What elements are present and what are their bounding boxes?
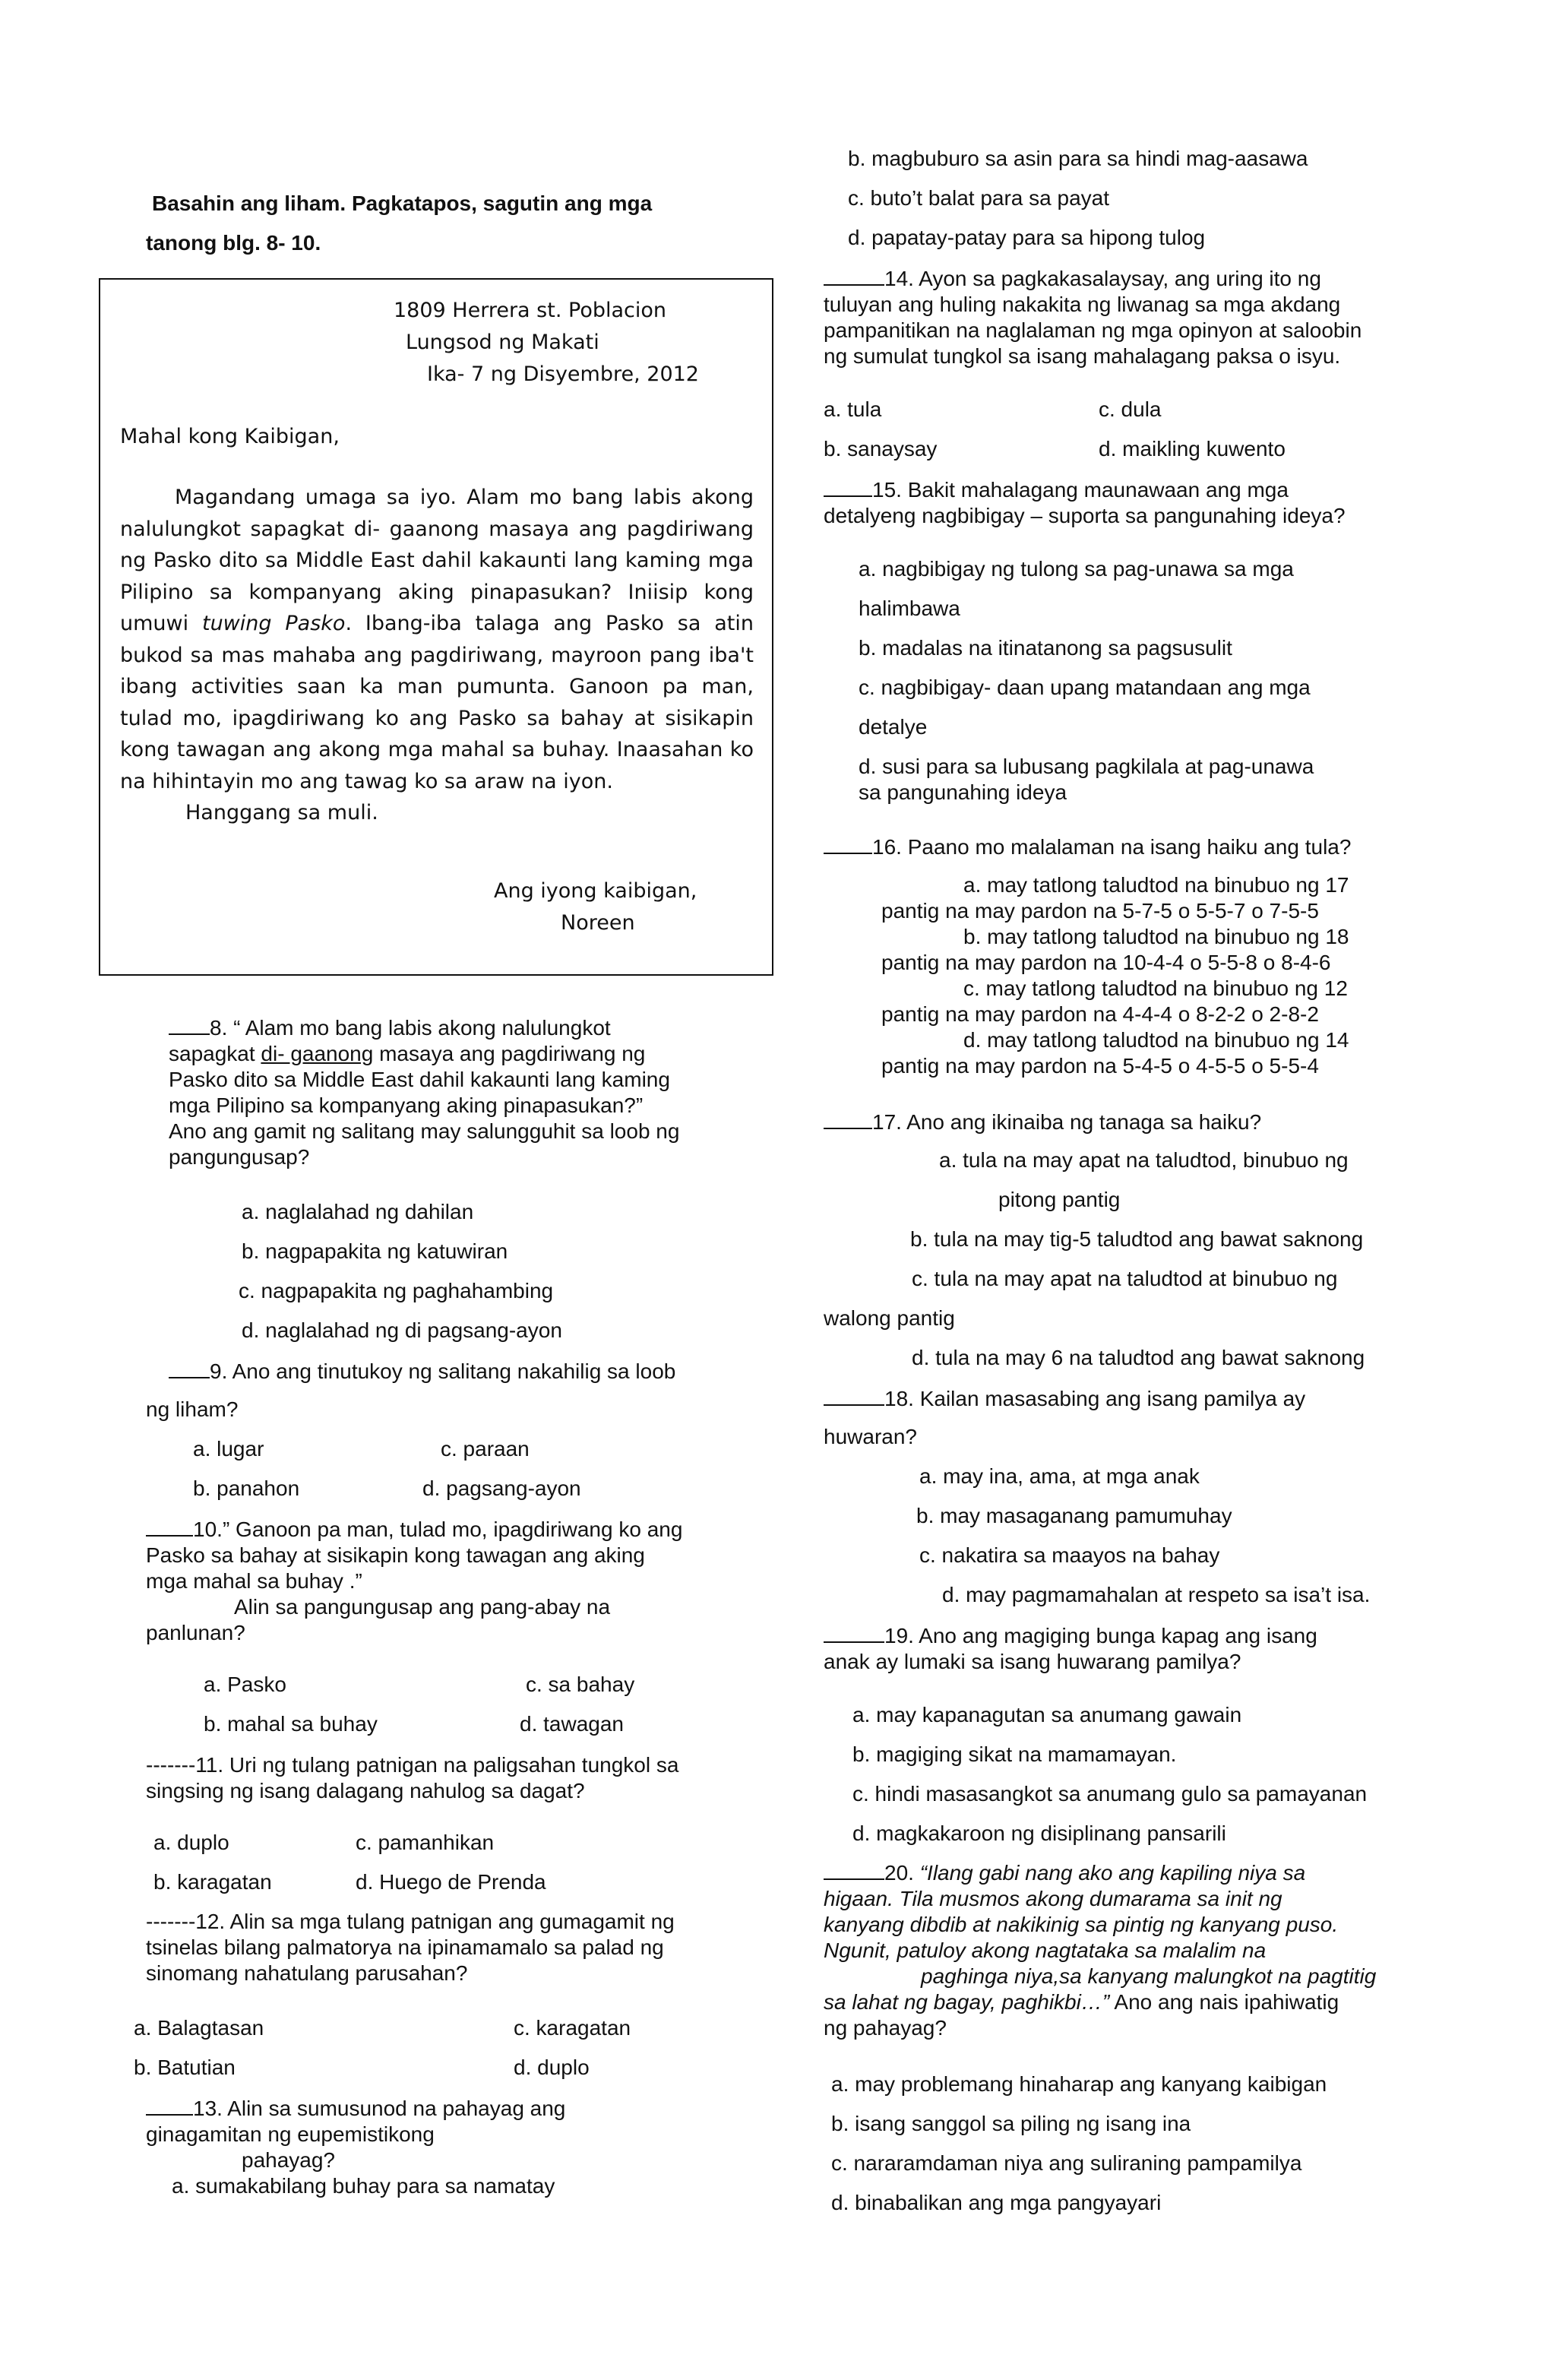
option[interactable]: b. karagatan [153, 1870, 272, 1894]
question-9: 9. Ano ang tinutukoy ng salitang nakahilig sa loob [169, 1357, 675, 1385]
option[interactable]: b. may masaganang pamumuhay [916, 1504, 1232, 1527]
question-18: 18. Kailan masasabing ang isang pamilya ay [824, 1385, 1305, 1412]
answer-blank[interactable] [824, 476, 872, 497]
question-12: -------12. Alin sa mga tulang patnigan ang gumagamit ng tsinelas bilang palmatorya na ipinamamalo sa palad ng sinomang nahatulang parusahan? [146, 1910, 675, 1985]
option[interactable]: c. nagpapakita ng paghahambing [239, 1279, 554, 1302]
option[interactable]: d. duplo [514, 2056, 590, 2079]
option-continuation: detalye [859, 715, 928, 739]
option[interactable]: a. may tatlong taludtod na binubuo ng 17 [963, 873, 1349, 897]
option[interactable]: d. pagsang-ayon [422, 1476, 581, 1500]
option[interactable]: a. sumakabilang buhay para sa namatay [172, 2174, 555, 2198]
option[interactable]: c. nakatira sa maayos na bahay [919, 1543, 1220, 1567]
option[interactable]: a. tula [824, 397, 882, 421]
option[interactable]: b. tula na may tig-5 taludtod ang bawat saknong [910, 1227, 1364, 1251]
answer-blank[interactable] [169, 1357, 210, 1378]
answer-blank[interactable] [169, 1014, 210, 1035]
underlined-word: di- gaanong [261, 1042, 374, 1065]
closing-line: Ang iyong kaibigan, [494, 879, 697, 903]
option-continuation: pantig na may pardon na 10-4-4 o 5-5-8 o 8-4-6 [881, 951, 1331, 974]
answer-blank[interactable] [824, 264, 884, 286]
question-19: 19. Ano ang magiging bunga kapag ang isang anak ay lumaki sa isang huwarang pamilya? [824, 1622, 1317, 1675]
option[interactable]: a. naglalahad ng dahilan [242, 1200, 474, 1223]
option[interactable]: d. tawagan [520, 1712, 624, 1736]
answer-blank[interactable] [824, 1859, 884, 1880]
option-continuation: pantig na may pardon na 5-4-5 o 4-5-5 o 5-5-4 [881, 1054, 1319, 1078]
letter-body-text: . Ibang-iba talaga ang Pasko sa atin bukod sa mas mahaba ang pagdiriwang, mayroon pang iba't ibang activities saan ka man pumunta. Ganoon pa man, tulad mo, ipagdiriwang ko ang Pasko sa bahay at sisikapin kong tawagan ang akong mga mahal sa buhay. Inaasahan ko na hihintayin mo ang tawag ko sa araw na iyon. [120, 612, 754, 793]
option[interactable]: a. Pasko [204, 1673, 286, 1696]
signature: Noreen [561, 911, 635, 935]
question-14: 14. Ayon sa pagkakasalaysay, ang uring ito ng tuluyan ang huling nakakita ng liwanag sa mga akdang pampanitikan na naglalaman ng mga opinyon at saloobin ng sumulat tungkol sa isang mahalagang paksa o isyu. [824, 264, 1362, 369]
option[interactable]: d. susi para sa lubusang pagkilala at pag-unawa [859, 755, 1314, 778]
option[interactable]: b. madalas na itinatanong sa pagsusulit [859, 636, 1232, 660]
question-18-line-2: huwaran? [824, 1425, 917, 1448]
question-11: -------11. Uri ng tulang patnigan na paligsahan tungkol sa singsing ng isang dalagang nahulog sa dagat? [146, 1753, 679, 1802]
option[interactable]: d. binabalikan ang mga pangyayari [831, 2191, 1162, 2214]
option[interactable]: d. may pagmamahalan at respeto sa isa’t isa. [942, 1583, 1371, 1606]
option[interactable]: b. isang sanggol sa piling ng isang ina [831, 2112, 1191, 2135]
question-20: 20. “Ilang gabi nang ako ang kapiling niya sa higaan. Tila musmos akong dumarama sa init ng kanyang dibdib at nakikinig sa pintig ng kanyang puso. Ngunit, patuloy akong nagtataka sa malalim na paghinga niya,sa kanyang malungkot na pagtitig sa lahat ng bagay, paghikbi…” Ano ang nais ipahiwatig ng pahayag? [824, 1859, 1376, 2041]
right-column [805, 0, 1556, 2380]
answer-blank[interactable] [824, 1622, 884, 1643]
option-continuation: pantig na may pardon na 4-4-4 o 8-2-2 o 2-8-2 [881, 1002, 1319, 1026]
option[interactable]: c. pamanhikan [356, 1831, 495, 1854]
option[interactable]: c. buto’t balat para sa payat [848, 186, 1109, 210]
answer-blank[interactable] [146, 1515, 193, 1537]
option[interactable]: a. may problemang hinaharap ang kanyang kaibigan [831, 2072, 1327, 2096]
option[interactable]: b. magbuburo sa asin para sa hindi mag-aasawa [848, 147, 1308, 170]
option[interactable]: a. Balagtasan [134, 2016, 264, 2040]
option[interactable]: d. tula na may 6 na taludtod ang bawat saknong [912, 1346, 1365, 1369]
option[interactable]: d. naglalahad ng di pagsang-ayon [242, 1318, 562, 1342]
answer-blank[interactable] [824, 1385, 884, 1406]
option-continuation: halimbawa [859, 597, 960, 620]
option[interactable]: c. karagatan [514, 2016, 631, 2040]
option[interactable]: b. Batutian [134, 2056, 236, 2079]
letter-italic-phrase: tuwing Pasko [201, 612, 346, 635]
option-continuation: pitong pantig [998, 1188, 1121, 1211]
option-continuation: walong pantig [824, 1306, 955, 1330]
option[interactable]: b. panahon [193, 1476, 300, 1500]
option[interactable]: c. tula na may apat na taludtod at binubuo ng [912, 1267, 1338, 1290]
option[interactable]: b. magiging sikat na mamamayan. [852, 1742, 1177, 1766]
option-continuation: sa pangunahing ideya [859, 780, 1067, 804]
option[interactable]: a. duplo [153, 1831, 229, 1854]
option[interactable]: a. may ina, ama, at mga anak [919, 1464, 1200, 1488]
letter-box [99, 278, 773, 976]
option[interactable]: b. sanaysay [824, 437, 938, 460]
letter-body [120, 482, 754, 829]
letter-closing [494, 875, 697, 939]
option[interactable]: a. lugar [193, 1437, 264, 1461]
option[interactable]: d. may tatlong taludtod na binubuo ng 14 [963, 1028, 1349, 1052]
question-8: 8. “ Alam mo bang labis akong nalulungkot sapagkat di- gaanong masaya ang pagdiriwang ng Pasko dito sa Middle East dahil kakaunti lang kaming mga Pilipino sa kompanyang aking pinapasukan?” Ano ang gamit ng salitang may salungguhit sa loob ng pangungusap? [169, 1014, 679, 1170]
question-16: 16. Paano mo malalaman na isang haiku ang tula? [824, 833, 1351, 860]
question-13: 13. Alin sa sumusunod na pahayag ang ginagamitan ng eupemistikong pahayag? [146, 2094, 565, 2173]
letter-salutation: Mahal kong Kaibigan, [120, 425, 340, 448]
option[interactable]: c. sa bahay [526, 1673, 635, 1696]
option[interactable]: c. nararamdaman niya ang suliraning pampamilya [831, 2151, 1302, 2175]
question-9-line-2: ng liham? [146, 1397, 239, 1421]
option[interactable]: d. papatay-patay para sa hipong tulog [848, 226, 1206, 249]
address-line: Lungsod ng Makati [406, 331, 599, 354]
option[interactable]: a. nagbibigay ng tulong sa pag-unawa sa mga [859, 557, 1294, 581]
option-continuation: pantig na may pardon na 5-7-5 o 5-5-7 o 7-5-5 [881, 899, 1319, 923]
option[interactable]: b. mahal sa buhay [204, 1712, 378, 1736]
answer-blank[interactable] [824, 833, 872, 854]
option[interactable]: c. dula [1099, 397, 1162, 421]
address-line: 1809 Herrera st. Poblacion [394, 299, 667, 322]
instructions-line-2: tanong blg. 8- 10. [146, 231, 321, 255]
option[interactable]: b. nagpapakita ng katuwiran [242, 1239, 508, 1263]
option[interactable]: d. magkakaroon ng disiplinang pansarili [852, 1821, 1226, 1845]
option[interactable]: c. paraan [441, 1437, 530, 1461]
option[interactable]: d. maikling kuwento [1099, 437, 1286, 460]
instructions-line-1: Basahin ang liham. Pagkatapos, sagutin ang mga [152, 191, 653, 215]
option[interactable]: c. hindi masasangkot sa anumang gulo sa pamayanan [852, 1782, 1368, 1806]
option[interactable]: d. Huego de Prenda [356, 1870, 546, 1894]
option[interactable]: a. may kapanagutan sa anumang gawain [852, 1703, 1242, 1726]
question-10: 10.” Ganoon pa man, tulad mo, ipagdiriwang ko ang Pasko sa bahay at sisikapin kong tawagan ang aking mga mahal sa buhay .” Alin sa pangungusap ang pang-abay na panlunan? [146, 1515, 682, 1646]
letter-address [394, 295, 699, 391]
option[interactable]: c. may tatlong taludtod na binubuo ng 12 [963, 976, 1348, 1000]
question-17: 17. Ano ang ikinaiba ng tanaga sa haiku? [824, 1108, 1261, 1135]
answer-blank[interactable] [824, 1108, 872, 1129]
option[interactable]: c. nagbibigay- daan upang matandaan ang mga [859, 676, 1311, 699]
answer-blank[interactable] [146, 2094, 193, 2116]
address-line: Ika- 7 ng Disyembre, 2012 [427, 362, 699, 386]
letter-farewell: Hanggang sa muli. [185, 801, 378, 824]
letter-body-text: Magandang umaga sa iyo. Alam mo bang labis akong nalulungkot sapagkat di- gaanong masaya ang pagdiriwang ng Pasko dito sa Middle East dahil kakaunti lang kaming mga Pilipino sa kompanyang aking pinapasukan? Iniisip kong umuwi [120, 486, 754, 635]
question-15: 15. Bakit mahalagang maunawaan ang mga detalyeng nagbibigay – suporta sa pangunahing ideya? [824, 476, 1346, 529]
option[interactable]: a. tula na may apat na taludtod, binubuo ng [939, 1148, 1349, 1172]
option[interactable]: b. may tatlong taludtod na binubuo ng 18 [963, 925, 1349, 948]
